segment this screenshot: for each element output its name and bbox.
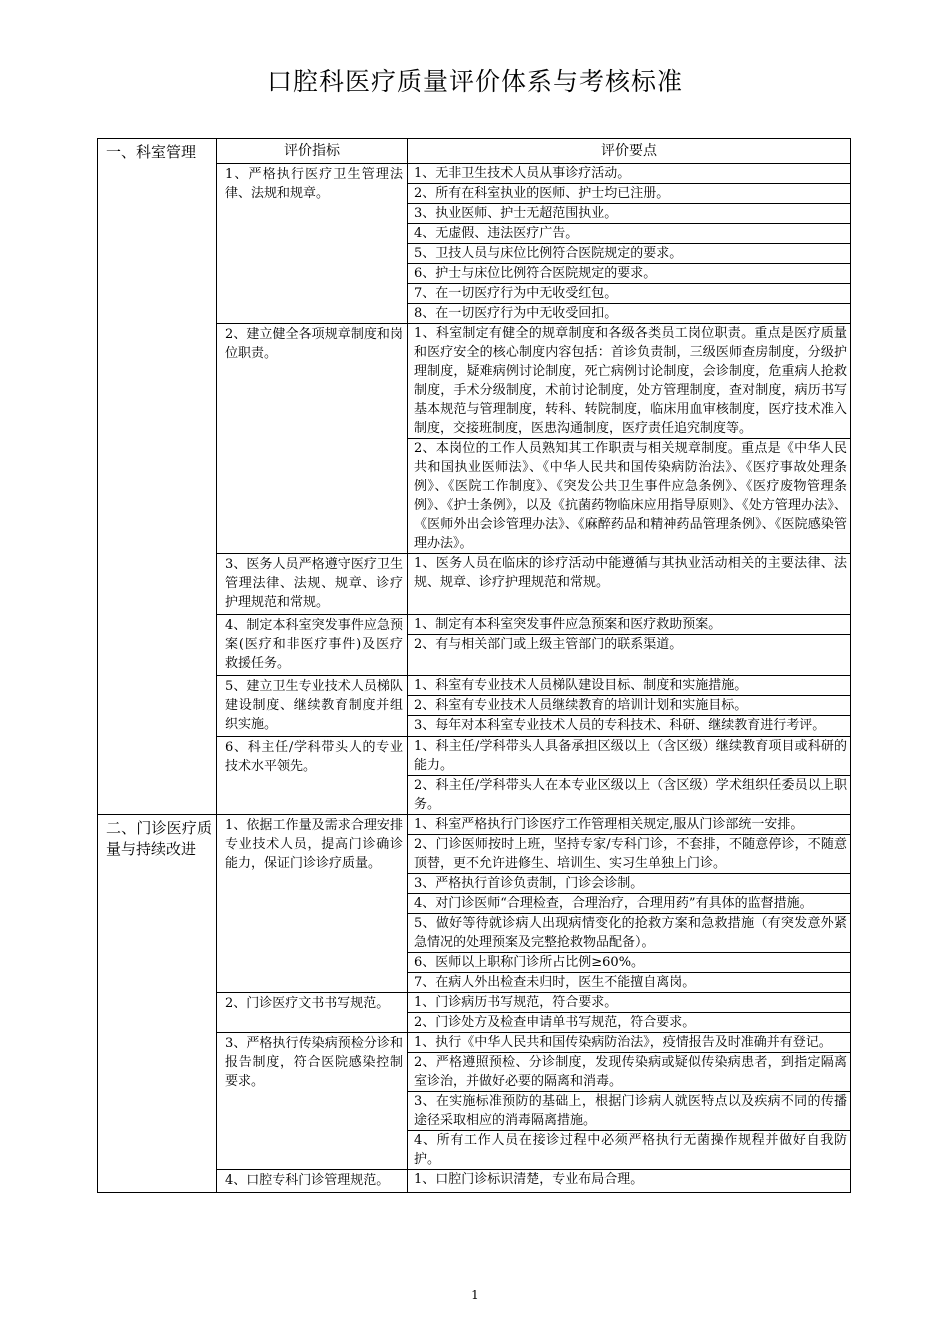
header-indicator: 评价指标 (217, 139, 408, 164)
points-cell (408, 324, 851, 554)
indicator-cell: 6、科主任/学科带头人的专业技术水平领先。 (217, 737, 408, 815)
evaluation-point: 3、在实施标准预防的基础上，根据门诊病人就医特点以及疾病不同的传播途径采取相应的消毒隔离措施。 (408, 1092, 850, 1131)
evaluation-point: 1、执行《中华人民共和国传染病防治法》，疫情报告及时准确并有登记。 (408, 1033, 850, 1053)
evaluation-point: 5、做好等待就诊病人出现病情变化的抢救方案和急救措施（有突发意外紧急情况的处理预案及完整抢救物品配备）。 (408, 914, 850, 953)
points-cell (408, 676, 851, 737)
evaluation-point: 2、科主任/学科带头人在本专业区级以上（含区级）学术组织任委员以上职务。 (414, 778, 847, 812)
evaluation-point: 3、严格执行首诊负责制，门诊会诊制。 (408, 874, 850, 894)
evaluation-point: 2、所有在科室执业的医师、护士均已注册。 (408, 184, 850, 204)
page-number: 1 (471, 1288, 479, 1302)
evaluation-point: 2、科室有专业技术人员继续教育的培训计划和实施目标。 (408, 696, 850, 716)
points-cell (408, 554, 851, 615)
evaluation-point: 7、在一切医疗行为中无收受红包。 (408, 284, 850, 304)
evaluation-table (97, 138, 851, 1193)
evaluation-point: 2、有与相关部门或上级主管部门的联系渠道。 (414, 637, 683, 652)
points-cell (408, 993, 851, 1033)
evaluation-point: 1、无非卫生技术人员从事诊疗活动。 (408, 164, 850, 184)
evaluation-point: 8、在一切医疗行为中无收受回扣。 (414, 306, 618, 321)
evaluation-point: 2、严格遵照预检、分诊制度，发现传染病或疑似传染病患者，到指定隔离室诊治，并做好必要的隔离和消毒。 (408, 1053, 850, 1092)
indicator-cell: 1、严格执行医疗卫生管理法律、法规和规章。 (217, 164, 408, 324)
indicator-cell: 3、严格执行传染病预检分诊和报告制度，符合医院感染控制要求。 (217, 1033, 408, 1170)
table-header-row (98, 139, 851, 164)
evaluation-point: 4、对门诊医师“合理检查，合理治疗，合理用药”有具体的监督措施。 (408, 894, 850, 914)
page-title: 口腔科医疗质量评价体系与考核标准 (266, 67, 683, 96)
evaluation-point: 2、门诊处方及检查申请单书写规范，符合要求。 (414, 1015, 696, 1030)
table-row (98, 815, 851, 993)
evaluation-point: 2、本岗位的工作人员熟知其工作职责与相关规章制度。重点是《中华人民共和国执业医师法》、《中华人民共和国传染病防治法》、《医疗事故处理条例》、《医院工作制度》、《突发公共卫生事件应急条例》、《医疗废物管理条例》、《护士条例》，以及《抗菌药物临床应用指导原则》、《处方管理办法》、《医师外出会诊管理办法》、《麻醉药品和精神药品管理条例》、《医院感染管理办法》。 (414, 441, 847, 551)
evaluation-point: 2、门诊医师按时上班，坚持专家/专科门诊，不套排，不随意停诊，不随意顶替，更不允许进修生、培训生、实习生单独上门诊。 (408, 835, 850, 874)
points-cell (408, 1170, 851, 1193)
points-cell (408, 615, 851, 676)
evaluation-point: 1、医务人员在临床的诊疗活动中能遵循与其执业活动相关的主要法律、法规、规章、诊疗护理规范和常规。 (414, 556, 847, 590)
evaluation-point: 6、医师以上职称门诊所占比例≥60%。 (408, 953, 850, 973)
indicator-cell: 4、制定本科室突发事件应急预案(医疗和非医疗事件)及医疗救援任务。 (217, 615, 408, 676)
evaluation-point: 1、制定有本科室突发事件应急预案和医疗救助预案。 (408, 615, 850, 635)
evaluation-point: 6、护士与床位比例符合医院规定的要求。 (408, 264, 850, 284)
category-cell: 二、门诊医疗质量与持续改进 (98, 815, 217, 1193)
evaluation-point: 1、科室制定有健全的规章制度和各级各类员工岗位职责。重点是医疗质量和医疗安全的核心制度内容包括：首诊负责制，三级医师查房制度，分级护理制度，疑难病例讨论制度，死亡病例讨论制度，会诊制度，危重病人抢救制度，手术分级制度，术前讨论制度，处方管理制度，查对制度，病历书写基本规范与管理制度，转科、转院制度，临床用血审核制度，医疗技术准入制度，交接班制度，医患沟通制度，医疗责任追究制度等。 (408, 324, 850, 439)
evaluation-point: 1、门诊病历书写规范，符合要求。 (408, 993, 850, 1013)
points-cell (408, 815, 851, 993)
indicator-cell: 3、医务人员严格遵守医疗卫生管理法律、法规、规章、诊疗护理规范和常规。 (217, 554, 408, 615)
evaluation-point: 5、卫技人员与床位比例符合医院规定的要求。 (408, 244, 850, 264)
indicator-cell: 4、口腔专科门诊管理规范。 (217, 1170, 408, 1193)
evaluation-point: 4、所有工作人员在接诊过程中必须严格执行无菌操作规程并做好自我防护。 (414, 1133, 847, 1167)
category-cell: 一、科室管理 (98, 139, 217, 815)
evaluation-point: 7、在病人外出检查未归时，医生不能擅自离岗。 (414, 975, 696, 990)
points-cell (408, 1033, 851, 1170)
evaluation-point: 4、无虚假、违法医疗广告。 (408, 224, 850, 244)
indicator-cell: 2、建立健全各项规章制度和岗位职责。 (217, 324, 408, 554)
evaluation-point: 1、科室严格执行门诊医疗工作管理相关规定,服从门诊部统一安排。 (408, 815, 850, 835)
evaluation-point: 1、科主任/学科带头人具备承担区级以上（含区级）继续教育项目或科研的能力。 (408, 737, 850, 776)
indicator-cell: 2、门诊医疗文书书写规范。 (217, 993, 408, 1033)
evaluation-point: 3、执业医师、护士无超范围执业。 (408, 204, 850, 224)
header-points: 评价要点 (408, 139, 851, 164)
points-cell (408, 164, 851, 324)
indicator-cell: 1、依据工作量及需求合理安排专业技术人员，提高门诊确诊能力，保证门诊诊疗质量。 (217, 815, 408, 993)
points-cell (408, 737, 851, 815)
indicator-cell: 5、建立卫生专业技术人员梯队建设制度、继续教育制度并组织实施。 (217, 676, 408, 737)
evaluation-point: 1、口腔门诊标识清楚，专业布局合理。 (414, 1172, 644, 1187)
evaluation-point: 1、科室有专业技术人员梯队建设目标、制度和实施措施。 (408, 676, 850, 696)
evaluation-point: 3、每年对本科室专业技术人员的专科技术、科研、继续教育进行考评。 (414, 718, 826, 733)
